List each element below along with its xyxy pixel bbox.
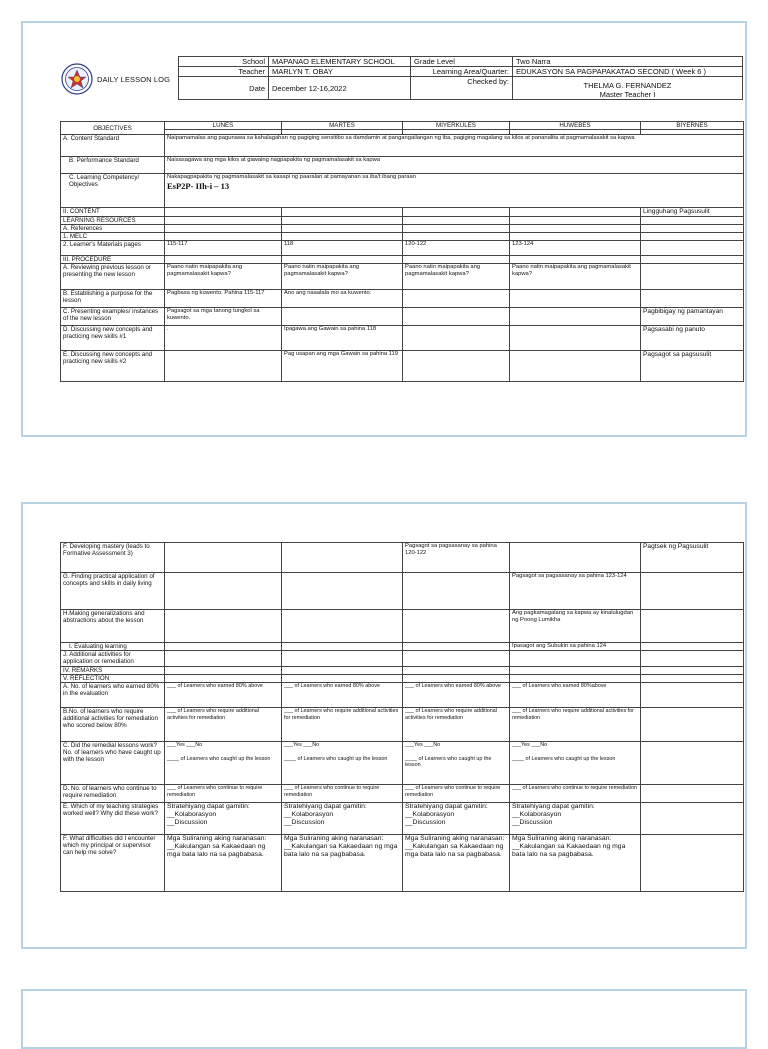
- require-tuesday: ___ of Learners who require additional activities for remediation: [282, 708, 403, 742]
- performance-standard-label: B. Performance Standard: [61, 157, 165, 174]
- difficulties-monday: Mga Suliraning aking naranasan: __Kakulangan sa Kakaedaan ng mga bata lalo na sa pagbabasa.: [165, 835, 282, 892]
- competency-cell: [165, 174, 744, 208]
- area-value: EDUKASYON SA PAGPAPAKATAO SECOND ( Week 6 ): [513, 67, 743, 77]
- day-tuesday: MARTES: [282, 122, 403, 130]
- strategies-wednesday: [403, 803, 510, 835]
- checker-title: Master Teacher I: [599, 90, 656, 99]
- discussing-1-wednesday: [403, 326, 510, 351]
- checker-name: THELMA G. FERNANDEZ: [583, 81, 672, 90]
- remedial-label: C. Did the remedial lessons work? No. of learners who have caught up with the lesson: [61, 742, 165, 785]
- earned-wednesday: ___ of Learners who earned 80% above: [403, 683, 510, 708]
- evaluating-friday: [641, 643, 744, 651]
- strategies-item: __Kolaborasyon: [512, 811, 562, 818]
- discussing-1-friday: Pagsasabi ng panuto: [641, 326, 744, 351]
- date-value: December 12-16,2022: [269, 77, 411, 100]
- practical-tuesday: [282, 573, 403, 610]
- strategies-item: __Discussion: [284, 819, 325, 826]
- strategies-item: __Discussion: [512, 819, 553, 826]
- remarks-label: IV. REMARKS: [61, 667, 165, 675]
- practical-thursday: Pagsagot sa pagsasanay sa pahina 123-124: [510, 573, 641, 610]
- earned-friday: [641, 683, 744, 708]
- presenting-tuesday: [282, 308, 403, 326]
- strategies-item: __Discussion: [405, 819, 446, 826]
- lm-pages-monday: 115-117: [165, 241, 282, 256]
- grade-label: Grade Level: [411, 57, 513, 67]
- school-label: School: [179, 57, 269, 67]
- reviewing-label: A. Reviewing previous lesson or presenting the new lesson: [61, 264, 165, 290]
- lm-pages-friday: [641, 241, 744, 256]
- learners-materials-label: 2. Learner's Materials pages: [61, 241, 165, 256]
- purpose-label: B. Establishing a purpose for the lesson: [61, 290, 165, 308]
- discussing-2-label: E. Discussing new concepts and practicing new skills #2: [61, 351, 165, 382]
- procedure-label: III. PROCEDURE: [61, 256, 165, 264]
- purpose-wednesday: [403, 290, 510, 308]
- reviewing-friday: [641, 264, 744, 290]
- remedial-yes-no: ___Yes ___No: [512, 742, 548, 748]
- remedial-tuesday: [282, 742, 403, 785]
- mastery-tuesday: [282, 543, 403, 573]
- earned-monday: ___ of Learners who earned 80% above: [165, 683, 282, 708]
- teacher-value: MARLYN T. OBAY: [269, 67, 411, 77]
- strategies-item: __Kolaborasyon: [167, 811, 217, 818]
- require-friday: [641, 708, 744, 742]
- generalization-friday: [641, 610, 744, 643]
- difficulties-label: F. What difficulties did I encounter which my principal or supervisor can help me solve?: [61, 835, 165, 892]
- content-standard-text: Naipamamalas ang pagunawa sa kahalagahan ng pagiging sensitibo sa damdamin at pangangailangan ng iba, pagiging magalang sa kilos at pananalita at pagmamalasakit sa kapwa: [165, 135, 744, 157]
- strategies-label: E. Which of my teaching strategies worked well? Why did these work?: [61, 803, 165, 835]
- continue-tuesday: ___ of Learners who continue to require remediation: [282, 785, 403, 803]
- generalization-wednesday: [403, 610, 510, 643]
- lm-pages-wednesday: 120-122: [403, 241, 510, 256]
- discussing-2-monday: [165, 351, 282, 382]
- practical-wednesday: [403, 573, 510, 610]
- practical-monday: [165, 573, 282, 610]
- strategies-title: Stratehiyang dapat gamitin:: [167, 803, 250, 810]
- school-value: MAPANAO ELEMENTARY SCHOOL: [269, 57, 411, 67]
- generalization-label: H.Making generalizations and abstractions about the lesson: [61, 610, 165, 643]
- content-standard-label: A. Content Standard: [61, 135, 165, 157]
- purpose-tuesday: Ano ang naaalala mo sa kuwento.: [282, 290, 403, 308]
- competency-text: Nakapagpapakita ng pagmamalasakit sa kasapi ng paaralan at pamayanan sa iba't ibang paraan: [167, 174, 416, 180]
- content-friday: Lingguhang Pagsusulit: [641, 208, 744, 217]
- difficulties-thursday: Mga Suliraning aking naranasan: __Kakulangan sa Kakaedaan ng mga bata lalo na sa pagbabasa.: [510, 835, 641, 892]
- evaluating-thursday: Ipasagot ang Subukin sa pahina 124: [510, 643, 641, 651]
- lesson-log-page-2: [21, 502, 747, 949]
- strategies-thursday: [510, 803, 641, 835]
- remedial-wednesday: [403, 742, 510, 785]
- presenting-wednesday: [403, 308, 510, 326]
- generalization-monday: [165, 610, 282, 643]
- presenting-label: C. Presenting examples/ instances of the new lesson: [61, 308, 165, 326]
- mastery-friday: Pagtsek ng Pagsusulit: [641, 543, 744, 573]
- remedial-caught-up: ____ of Learners who caught up the lesson: [284, 755, 388, 762]
- continue-thursday: ___ of Learners who continue to require remediation: [510, 785, 641, 803]
- deped-seal-logo: [61, 63, 93, 95]
- require-thursday: ___ of Learners who require additional activities for remediation: [510, 708, 641, 742]
- discussing-2-thursday: [510, 351, 641, 382]
- remedial-yes-no: ___Yes ___No: [284, 742, 320, 748]
- competency-code: EsP2P- IIh-i – 13: [167, 181, 230, 191]
- mastery-monday: [165, 543, 282, 573]
- reviewing-tuesday: Paano natin maipapakita ang pagmamalasakit kapwa?: [282, 264, 403, 290]
- header-info-table: [178, 56, 743, 100]
- strategies-title: Stratehiyang dapat gamitin:: [512, 803, 595, 810]
- discussing-2-friday: Pagsagot sa pagsusulit: [641, 351, 744, 382]
- continue-monday: ___ of Learners who continue to require remediation: [165, 785, 282, 803]
- continue-wednesday: ___ of Learners who continue to require remediation: [403, 785, 510, 803]
- purpose-monday: Pagbasa ng kuwento. Pahina 115-117: [165, 290, 282, 308]
- discussing-1-tuesday: Ipagawa ang Gawain sa pahina 118: [282, 326, 403, 351]
- remedial-yes-no: ___Yes ___No: [405, 742, 441, 748]
- evaluating-label: I. Evaluating learning: [61, 643, 165, 651]
- presenting-monday: Pagsagot sa mga tanong tungkol sa kuwento.: [165, 308, 282, 326]
- purpose-friday: [641, 290, 744, 308]
- performance-standard-text: Naisasagawa ang mga kilos at gawaing nagpapakita ng pagmamalasakit sa kapwa: [165, 157, 744, 174]
- references-label: A. References: [61, 225, 165, 233]
- teacher-label: Teacher: [179, 67, 269, 77]
- lm-pages-tuesday: 118: [282, 241, 403, 256]
- day-monday: LUNES: [165, 122, 282, 130]
- generalization-thursday: Ang pagkamagalang sa kapwa ay kinalulugdan ng Poong Lumikha: [510, 610, 641, 643]
- strategies-item: __Discussion: [167, 819, 208, 826]
- mastery-label: F. Developing mastery (leads to Formative Assessment 3): [61, 543, 165, 573]
- evaluating-monday: [165, 643, 282, 651]
- lesson-log-page-1: [21, 21, 747, 437]
- checked-label: Checked by:: [411, 77, 513, 100]
- reviewing-thursday: Paano natin maipapakita ang pagmamalasakit kapwa?: [510, 264, 641, 290]
- earned-thursday: ___ of Learners who earned 80%above: [510, 683, 641, 708]
- discussing-1-thursday: [510, 326, 641, 351]
- generalization-tuesday: [282, 610, 403, 643]
- strategies-item: __Kolaborasyon: [284, 811, 334, 818]
- lesson-log-table-page-1: [60, 121, 744, 382]
- learning-resources-label: LEARNING RESOURCES: [61, 217, 165, 225]
- evaluating-wednesday: [403, 643, 510, 651]
- mastery-thursday: [510, 543, 641, 573]
- remedial-caught-up: ____ of Learners who caught up the lesson: [167, 755, 271, 762]
- discussing-1-monday: .: [165, 326, 282, 351]
- additional-activities-label: J. Additional activities for application or remediation: [61, 651, 165, 667]
- evaluating-tuesday: [282, 643, 403, 651]
- discussing-2-wednesday: [403, 351, 510, 382]
- lesson-log-table-page-2: [60, 542, 744, 892]
- melc-label: 1. MELC: [61, 233, 165, 241]
- day-friday: BIYERNES: [641, 122, 744, 130]
- discussing-2-tuesday: Pag usapan ang mga Gawain sa pahina 119: [282, 351, 403, 382]
- require-wednesday: ___ of Learners who require additional activities for remediation: [403, 708, 510, 742]
- reflection-label: V. REFLECTION: [61, 675, 165, 683]
- require-monday: ___ of Learners who require additional activities for remediation: [165, 708, 282, 742]
- day-thursday: HUWEBES: [510, 122, 641, 130]
- page-title: DAILY LESSON LOG: [97, 75, 171, 84]
- strategies-title: Stratehiyang dapat gamitin:: [405, 803, 488, 810]
- strategies-item: __Kolaborasyon: [405, 811, 455, 818]
- purpose-thursday: [510, 290, 641, 308]
- practical-label: G. Finding practical application of concepts and skills in daily living: [61, 573, 165, 610]
- lm-pages-thursday: 123-124: [510, 241, 641, 256]
- remedial-yes-no: ___Yes ___No: [167, 742, 203, 748]
- continue-remediation-label: D. No. of learners who continue to require remediation: [61, 785, 165, 803]
- difficulties-tuesday: Mga Suliraning aking naranasan: __Kakulangan sa Kakaedaan ng mga bata lalo na sa pagbabasa.: [282, 835, 403, 892]
- presenting-friday: Pagbibigay ng pamantayan: [641, 308, 744, 326]
- discussing-1-label: D. Discussing new concepts and practicing new skills #1: [61, 326, 165, 351]
- reviewing-monday: Paano natin maipapakita ang pagmamalasakit kapwa?: [165, 264, 282, 290]
- area-label: Learning Area/Quarter:: [411, 67, 513, 77]
- day-wednesday: MIYERKULES: [403, 122, 510, 130]
- competency-label: C. Learning Competency/ Objectives: [61, 174, 165, 208]
- date-label: Date: [179, 77, 269, 100]
- earned-label: A. No. of learners who earned 80% in the evaluation: [61, 683, 165, 708]
- difficulties-wednesday: Mga Suliraning aking naranasan: __Kakulangan sa Kakaedaan ng mga bata lalo na sa pagbabasa.: [403, 835, 510, 892]
- checker-block: [513, 77, 743, 100]
- require-remediation-label: B.No. of learners who require additional activities for remediation who scored below 80%: [61, 708, 165, 742]
- header-title-block: [60, 56, 178, 106]
- strategies-monday: [165, 803, 282, 835]
- lesson-log-page-3: [21, 989, 747, 1049]
- remedial-caught-up: ____ of Learners who caught up the lesson: [512, 755, 616, 762]
- remedial-monday: [165, 742, 282, 785]
- presenting-thursday: [510, 308, 641, 326]
- objectives-header: OBJECTIVES: [61, 122, 165, 135]
- remedial-caught-up: ____ of Learners who caught up the lesson: [405, 755, 492, 768]
- strategies-tuesday: [282, 803, 403, 835]
- content-label: II. CONTENT: [61, 208, 165, 217]
- practical-friday: [641, 573, 744, 610]
- mastery-wednesday: Pagsagot sa pagsasanay sa pahina 120-122: [403, 543, 510, 573]
- reviewing-wednesday: Paano natin maipapakita ang pagmamalasakit kapwa?: [403, 264, 510, 290]
- strategies-title: Stratehiyang dapat gamitin:: [284, 803, 367, 810]
- remedial-thursday: [510, 742, 641, 785]
- earned-tuesday: ___ of Learners who earned 80% above: [282, 683, 403, 708]
- grade-value: Two Narra: [513, 57, 743, 67]
